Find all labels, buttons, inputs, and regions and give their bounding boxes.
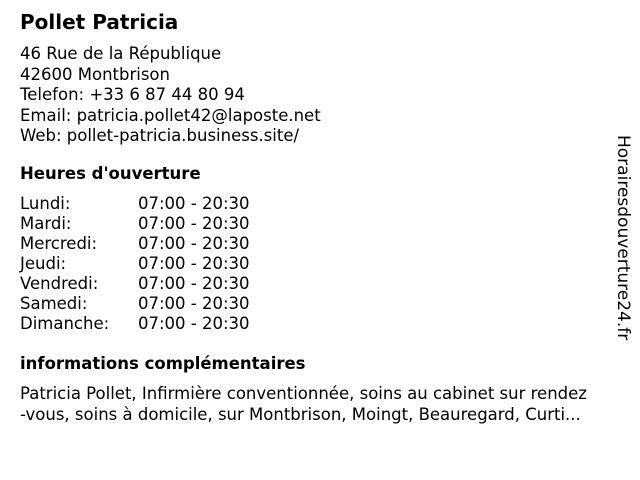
business-name: Pollet Patricia	[20, 10, 179, 34]
additional-info-heading: informations complémentaires	[20, 354, 306, 373]
day-label: Mardi:	[20, 214, 72, 233]
time-range: 07:00 - 20:30	[138, 234, 250, 253]
city-line: 42600 Montbrison	[20, 64, 170, 84]
day-label: Lundi:	[20, 194, 71, 213]
info-line-2: -vous, soins à domicile, sur Montbrison, Moingt, Beauregard, Curti...	[20, 404, 581, 424]
time-range: 07:00 - 20:30	[138, 294, 250, 313]
contact-details	[20, 44, 321, 147]
time-range: 07:00 - 20:30	[138, 214, 250, 233]
phone-line: Telefon: +33 6 87 44 80 94	[20, 85, 245, 104]
day-label: Mercredi:	[20, 234, 98, 253]
day-label: Jeudi:	[20, 254, 67, 273]
time-range: 07:00 - 20:30	[138, 194, 250, 213]
time-range: 07:00 - 20:30	[138, 274, 250, 293]
day-label: Samedi:	[20, 294, 88, 313]
street-address: 46 Rue de la République	[20, 44, 222, 63]
time-range: 07:00 - 20:30	[138, 314, 250, 333]
info-line-1: Patricia Pollet, Infirmière conventionnée, soins au cabinet sur rendez	[20, 384, 587, 403]
additional-info-text	[20, 384, 625, 425]
email-line: Email: patricia.pollet42@laposte.net	[20, 105, 321, 125]
day-label: Dimanche:	[20, 314, 110, 333]
day-label: Vendredi:	[20, 274, 99, 293]
opening-hours-heading: Heures d'ouverture	[20, 164, 201, 183]
website-line: Web: pollet-patricia.business.site/	[20, 126, 300, 145]
site-watermark: Horairesdouverture24.fr	[613, 135, 633, 341]
time-range: 07:00 - 20:30	[138, 254, 250, 273]
